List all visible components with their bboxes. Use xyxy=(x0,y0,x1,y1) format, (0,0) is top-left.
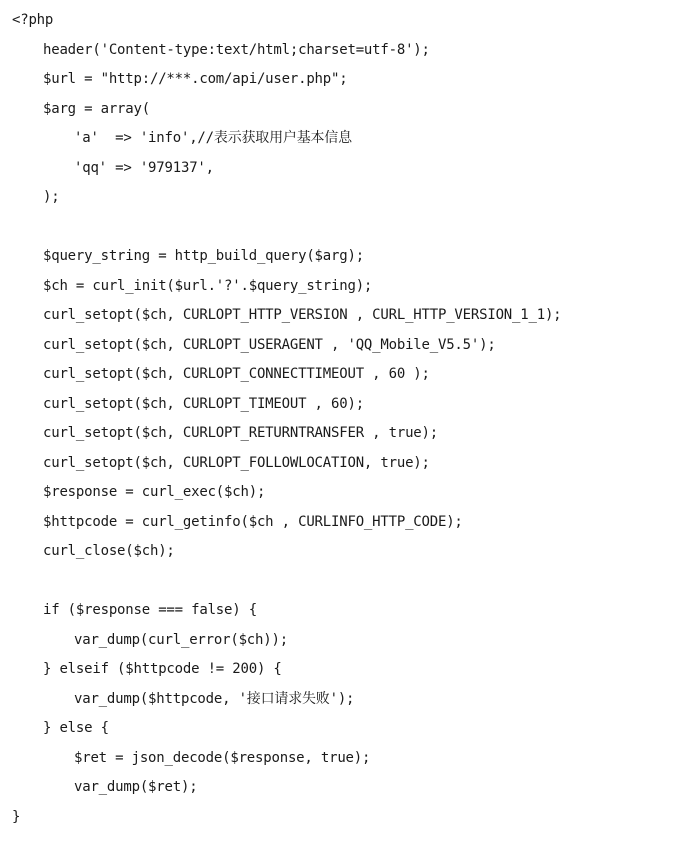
code-line-query-string: $query_string = http_build_query($arg); xyxy=(43,248,364,264)
code-line-blank xyxy=(12,567,692,597)
code-line-setopt-timeout: curl_setopt($ch, CURLOPT_TIMEOUT , 60); xyxy=(43,395,364,412)
code-line-url: $url = "http://***.com/api/user.php"; xyxy=(43,71,348,87)
code-line-closing-brace: } xyxy=(12,808,21,825)
code-line-curl-close: curl_close($ch); xyxy=(43,543,175,559)
code-line-if-response-false: if ($response === false) { xyxy=(43,602,257,618)
code-line-curl-exec: $response = curl_exec($ch); xyxy=(43,484,266,500)
code-line-dump-httpcode: var_dump($httpcode, '接口请求失败'); xyxy=(74,690,355,707)
code-line-arg-close: ); xyxy=(43,189,60,205)
code-line-json-decode: $ret = json_decode($response, true); xyxy=(74,749,371,766)
code-line-setopt-connecttimeout: curl_setopt($ch, CURLOPT_CONNECTTIMEOUT , 60 ); xyxy=(43,366,430,382)
code-line-setopt-followlocation: curl_setopt($ch, CURLOPT_FOLLOWLOCATION, true); xyxy=(43,454,430,471)
code-line-else: } else { xyxy=(43,720,109,736)
code-line-setopt-http-version: curl_setopt($ch, CURLOPT_HTTP_VERSION , CURL_HTTP_VERSION_1_1); xyxy=(43,307,562,323)
code-line-elseif-httpcode: } elseif ($httpcode != 200) { xyxy=(43,661,282,677)
code-document xyxy=(12,6,692,832)
code-line-setopt-returntransfer: curl_setopt($ch, CURLOPT_RETURNTRANSFER , true); xyxy=(43,425,438,441)
code-line-arg-open: $arg = array( xyxy=(43,100,150,117)
code-line-arg-a: 'a' => 'info',//表示获取用户基本信息 xyxy=(74,130,352,146)
code-line-dump-curl-error: var_dump(curl_error($ch)); xyxy=(74,631,288,648)
code-line-curl-getinfo: $httpcode = curl_getinfo($ch , CURLINFO_HTTP_CODE); xyxy=(43,513,463,530)
code-line-header: header('Content-type:text/html;charset=utf-8'); xyxy=(43,41,430,58)
code-line-dump-ret: var_dump($ret); xyxy=(74,779,198,795)
code-line-arg-qq: 'qq' => '979137', xyxy=(74,159,214,176)
code-line-curl-init: $ch = curl_init($url.'?'.$query_string); xyxy=(43,277,373,294)
code-line-setopt-useragent: curl_setopt($ch, CURLOPT_USERAGENT , 'QQ_Mobile_V5.5'); xyxy=(43,336,496,353)
code-line-php-open: <?php xyxy=(12,12,54,28)
code-line-blank xyxy=(12,213,692,243)
